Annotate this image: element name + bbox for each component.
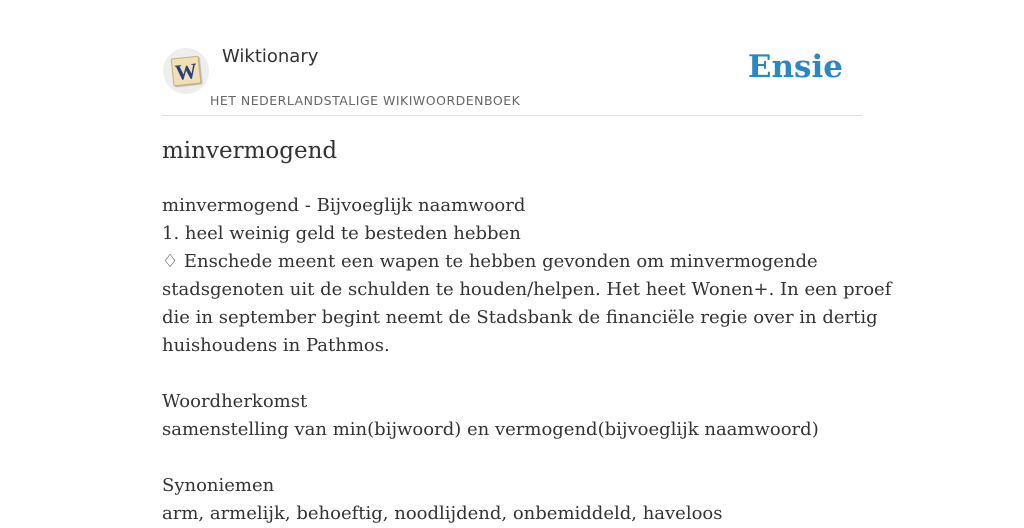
header-divider [162, 115, 862, 116]
spacer [162, 444, 862, 472]
example-line: ♢ Enschede meent een wapen te hebben gevonden om minvermogende [162, 251, 818, 272]
example-line: stadsgenoten uit de schulden te houden/helpen. Het heet Wonen+. In een proef [162, 279, 892, 300]
page-title: minvermogend [162, 138, 338, 164]
site-name[interactable]: Wiktionary [222, 46, 319, 67]
site-tagline: HET NEDERLANDSTALIGE WIKIWOORDENBOEK [210, 93, 521, 108]
ensie-brand-link[interactable]: Ensie [747, 49, 843, 85]
example-line: huishoudens in Pathmos. [162, 335, 390, 356]
example-line: die in september begint neemt de Stadsbank de financiële regie over in dertig [162, 307, 878, 328]
synonyms-heading: Synoniemen [162, 475, 275, 496]
etymology-heading: Woordherkomst [162, 391, 308, 412]
wiktionary-logo[interactable] [163, 48, 209, 94]
wiktionary-logo-tile-icon: W [171, 56, 202, 87]
entry-heading-line: minvermogend - Bijvoeglijk naamwoord [162, 195, 526, 216]
entry-content [162, 192, 892, 528]
definition: 1. heel weinig geld te besteden hebben [162, 223, 521, 244]
synonyms-text: arm, armelijk, behoeftig, noodlijdend, onbemiddeld, haveloos [162, 503, 723, 524]
spacer [162, 360, 862, 388]
etymology-text: samenstelling van min(bijwoord) en vermogend(bijvoeglijk naamwoord) [162, 419, 819, 440]
